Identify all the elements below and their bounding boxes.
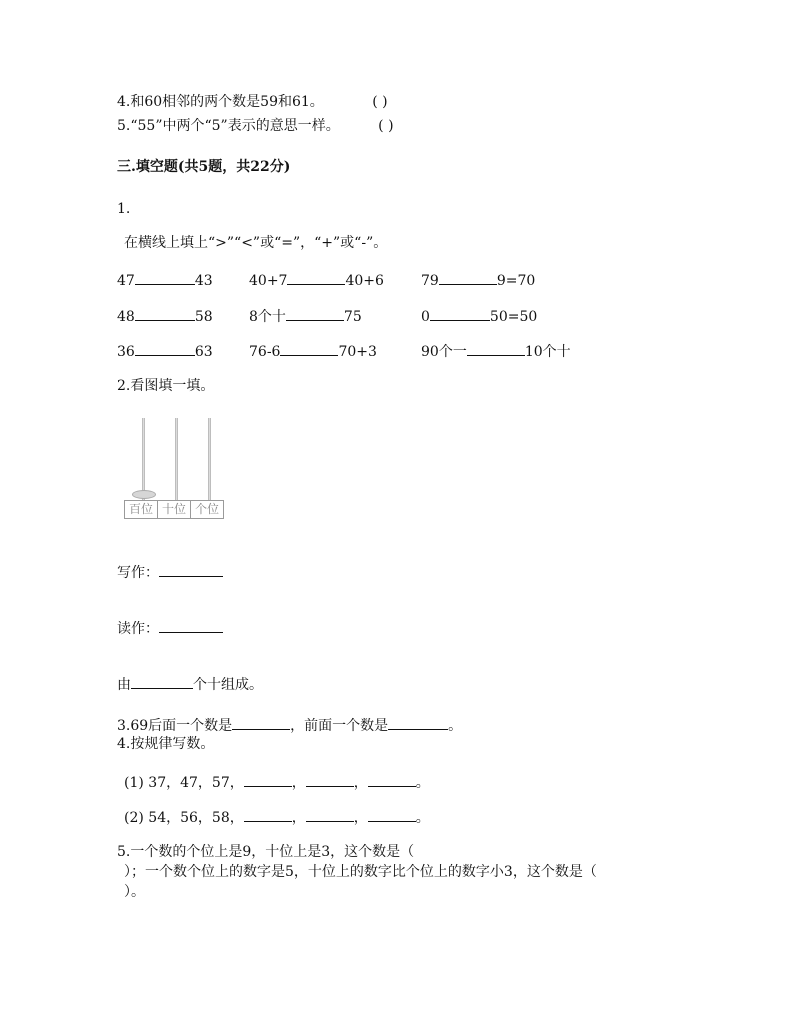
compare-left: 90个一 [421, 344, 467, 360]
compare-left: 36 [117, 344, 135, 360]
compare-left: 8个十 [249, 309, 286, 325]
comma: ， [353, 775, 368, 791]
q3-line [117, 715, 462, 735]
sequence-blank[interactable] [244, 772, 292, 787]
abacus-label-tens: 十位 [158, 501, 191, 518]
compare-left: 47 [117, 273, 135, 289]
abacus-bead [132, 490, 156, 499]
q2-title: 2.看图填一填。 [117, 378, 215, 394]
sequence-blank[interactable] [306, 772, 354, 787]
abacus-rod-tens [175, 418, 178, 500]
answer-blank[interactable] [135, 341, 195, 356]
compose-line [117, 674, 263, 694]
answer-blank[interactable] [286, 306, 344, 321]
q3-blank-after[interactable] [232, 715, 290, 730]
q4-title: 4.按规律写数。 [117, 736, 215, 752]
judgement-q5-text: 5.“55”中两个“5”表示的意思一样。 [117, 118, 340, 134]
sequence-1 [124, 772, 430, 792]
section-title: 三.填空题(共5题，共22分) [117, 159, 291, 175]
compare-right: 10个十 [524, 344, 571, 360]
compare-left: 76-6 [249, 344, 281, 360]
compare-item [421, 306, 537, 326]
answer-blank[interactable] [135, 306, 195, 321]
sequence-blank[interactable] [368, 807, 416, 822]
answer-blank[interactable] [467, 341, 525, 356]
compare-right: 63 [194, 344, 213, 360]
compare-right: 70+3 [338, 344, 377, 360]
comma: ， [291, 775, 306, 791]
sequence-blank[interactable] [368, 772, 416, 787]
sequence-blank[interactable] [306, 807, 354, 822]
compare-item [421, 341, 571, 361]
compare-left: 40+7 [249, 273, 288, 289]
compare-right: 40+6 [345, 273, 384, 289]
sequence-2-given: (2) 54，56，58， [124, 810, 244, 826]
answer-blank[interactable] [280, 341, 338, 356]
sequence-1-given: (1) 37，47，57， [124, 775, 244, 791]
answer-blank[interactable] [287, 270, 345, 285]
compare-right: 58 [194, 309, 213, 325]
comma: ， [353, 810, 368, 826]
answer-blank[interactable] [430, 306, 490, 321]
period: 。 [415, 810, 430, 826]
sequence-blank[interactable] [244, 807, 292, 822]
compare-item [117, 306, 213, 326]
comma: ， [291, 810, 306, 826]
compare-left: 0 [421, 309, 430, 325]
period: 。 [415, 775, 430, 791]
compare-item [117, 341, 213, 361]
q3-blank-before[interactable] [388, 715, 448, 730]
abacus-label-hundreds: 百位 [125, 501, 158, 518]
compose-suffix: 个十组成。 [193, 677, 263, 693]
abacus-label-ones: 个位 [194, 502, 219, 516]
judgement-q4 [117, 93, 388, 111]
q1-number: 1. [117, 201, 131, 217]
abacus-rod-ones [208, 418, 211, 500]
compare-left: 48 [117, 309, 135, 325]
abacus-rod-hundreds [142, 418, 145, 500]
compare-right: 50=50 [489, 309, 538, 325]
compare-item [249, 341, 377, 361]
compare-right: 75 [343, 309, 362, 325]
read-blank[interactable] [159, 618, 223, 633]
write-blank[interactable] [159, 562, 223, 577]
compare-right: 43 [194, 273, 213, 289]
answer-blank[interactable] [135, 270, 195, 285]
write-line [117, 562, 223, 582]
q3-text-1: 3.69后面一个数是 [117, 718, 233, 734]
q3-end: 。 [448, 718, 463, 734]
judgement-q5-answer-paren[interactable]: ( ) [378, 118, 394, 134]
compose-prefix: 由 [117, 677, 131, 693]
abacus-base [124, 500, 224, 519]
judgement-q5 [117, 117, 394, 135]
compare-item [249, 270, 384, 290]
abacus-figure [124, 418, 224, 520]
answer-blank[interactable] [439, 270, 497, 285]
compare-item [117, 270, 213, 290]
read-label: 读作： [117, 621, 159, 637]
q3-text-2: ，前面一个数是 [290, 718, 389, 734]
judgement-q4-text: 4.和60相邻的两个数是59和61。 [117, 94, 324, 110]
compose-blank[interactable] [131, 674, 193, 689]
compare-item [249, 306, 362, 326]
compare-right: 9=70 [496, 273, 536, 289]
read-line [117, 618, 223, 638]
judgement-q4-answer-paren[interactable]: ( ) [372, 94, 388, 110]
compare-item [421, 270, 535, 290]
q1-instruction: 在横线上填上“>”“<”或“=”，“+”或“-”。 [124, 235, 388, 251]
q5-line-1: 5.一个数的个位上是9，十位上是3，这个数是（ [117, 844, 415, 860]
q5-line-2: ）；一个数个位上的数字是5，十位上的数字比个位上的数字小3，这个数是（ [124, 864, 597, 880]
q5-line-3: ）。 [124, 884, 145, 900]
sequence-2 [124, 807, 430, 827]
compare-left: 79 [421, 273, 439, 289]
write-label: 写作： [117, 565, 159, 581]
